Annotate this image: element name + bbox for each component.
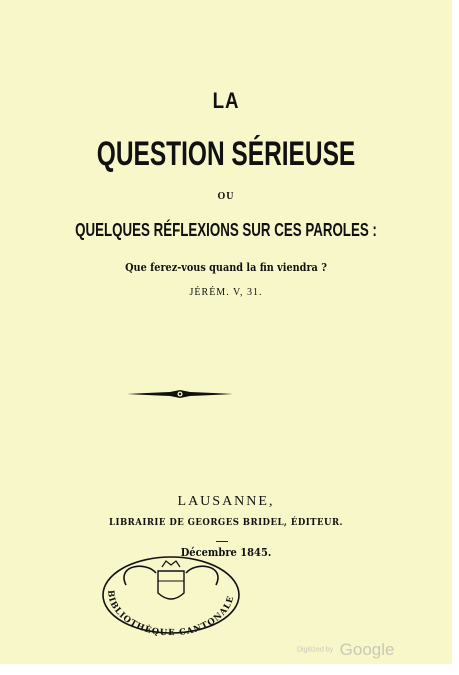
publication-date: Décembre 1845. xyxy=(180,546,272,559)
publisher: LIBRAIRIE DE GEORGES BRIDEL, ÉDITEUR. xyxy=(109,518,343,528)
epigraph: Que ferez-vous quand la fin viendra ? xyxy=(125,261,327,274)
title-connector: OU xyxy=(217,191,235,202)
ornament-divider-icon xyxy=(125,388,235,400)
publication-place: LAUSANNE, xyxy=(177,494,275,509)
epigraph-reference: JÉRÉM. V, 31. xyxy=(189,287,263,298)
book-subtitle: QUELQUES RÉFLEXIONS SUR CES PAROLES : xyxy=(75,220,377,240)
svg-text:BIBLIOTHÈQUE CANTONALE: BIBLIOTHÈQUE CANTONALE xyxy=(105,589,237,639)
article-heading: LA xyxy=(212,88,240,113)
watermark-prefix: Digitized by xyxy=(297,646,334,654)
google-logo: Google xyxy=(339,640,395,659)
library-stamp-icon xyxy=(96,555,246,640)
divider-dash xyxy=(216,541,228,542)
digitized-by-google-watermark xyxy=(297,640,394,660)
book-title: QUESTION SÉRIEUSE xyxy=(96,135,356,173)
